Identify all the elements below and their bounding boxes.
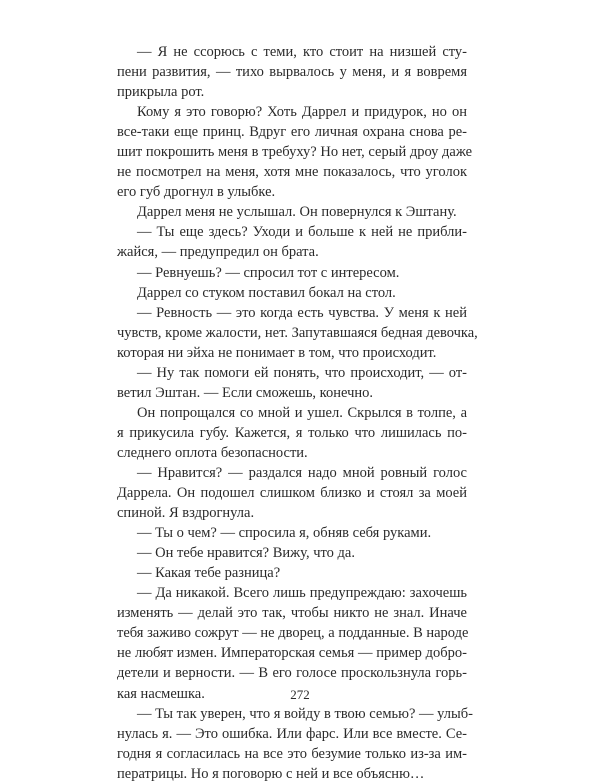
text-line: — Какая тебе разница? bbox=[137, 565, 281, 582]
text-line: чувств, кроме жалости, нет. Запутавшаяся бедная девочка, bbox=[117, 324, 478, 341]
text-line: — Он тебе нравится? Вижу, что да. bbox=[137, 545, 355, 562]
text-line: — Ну так помоги ей понять, что происходит, — от- bbox=[137, 364, 467, 381]
text-line: спиной. Я вздрогнула. bbox=[117, 505, 255, 522]
text-line: — Я не ссорюсь с теми, кто стоит на низшей сту- bbox=[137, 44, 467, 60]
text-line: не любят измен. Императорская семья — пример добро- bbox=[117, 645, 467, 662]
text-line: — Ревность — это когда есть чувства. У меня к ней bbox=[137, 304, 467, 321]
text-line: изменять — делай это так, чтобы никто не знал. Иначе bbox=[117, 605, 467, 622]
text-line: Даррела. Он подошел слишком близко и стоял за моей bbox=[117, 485, 467, 502]
page-text bbox=[117, 42, 478, 784]
text-line: прикрыла рот. bbox=[117, 84, 205, 101]
text-line: — Ты еще здесь? Уходи и больше к ней не прибли- bbox=[137, 224, 467, 241]
text-line: его губ дрогнул в улыбке. bbox=[117, 184, 276, 201]
text-line: — Да никакой. Всего лишь предупреждаю: захочешь bbox=[137, 585, 467, 602]
text-line: следнего оплота безопасности. bbox=[117, 444, 308, 461]
text-line: кая насмешка. bbox=[117, 685, 205, 702]
text-line: пени развития, — тихо вырвалось у меня, и я вовремя bbox=[117, 64, 467, 81]
text-line: Даррел меня не услышал. Он повернулся к Эштану. bbox=[137, 204, 457, 221]
text-line: Он попрощался со мной и ушел. Скрылся в толпе, а bbox=[137, 404, 467, 421]
text-line: нулась я. — Это ошибка. Или фарс. Или все вместе. Се- bbox=[117, 725, 467, 742]
text-line: жайся, — предупредил он брата. bbox=[117, 244, 319, 261]
page-number: 272 bbox=[290, 687, 310, 702]
text-line: ператрицы. Но я поговорю с ней и все объясню… bbox=[117, 765, 425, 782]
text-line: — Ты так уверен, что я войду в твою семью? — улыб- bbox=[137, 705, 473, 722]
text-line: не посмотрел на меня, хотя мне показалось, что уголок bbox=[117, 164, 467, 181]
text-line: — Нравится? — раздался надо мной ровный голос bbox=[137, 464, 467, 481]
text-line: детели и верности. — В его голосе проскользнула горь- bbox=[117, 665, 467, 682]
text-line: шит покрошить меня в требуху? Но нет, серый дроу даже bbox=[117, 144, 473, 161]
text-line: Даррел со стуком поставил бокал на стол. bbox=[137, 284, 396, 301]
text-line: которая ни эйха не понимает в том, что происходит. bbox=[117, 344, 437, 361]
text-line: все-таки еще принц. Вдруг его личная охрана снова ре- bbox=[117, 124, 467, 141]
text-line: тебя заживо сожрут — не дворец, а подданные. В народе bbox=[117, 625, 469, 642]
text-line: — Ты о чем? — спросила я, обняв себя руками. bbox=[137, 525, 432, 542]
text-line: я прикусила губу. Кажется, я только что лишилась по- bbox=[117, 424, 467, 441]
text-line: ветил Эштан. — Если сможешь, конечно. bbox=[117, 384, 374, 401]
text-line: Кому я это говорю? Хоть Даррел и придурок, но он bbox=[137, 104, 467, 121]
text-line: годня я согласилась на все это безумие только из-за им- bbox=[117, 745, 467, 762]
text-line: — Ревнуешь? — спросил тот с интересом. bbox=[137, 264, 400, 281]
